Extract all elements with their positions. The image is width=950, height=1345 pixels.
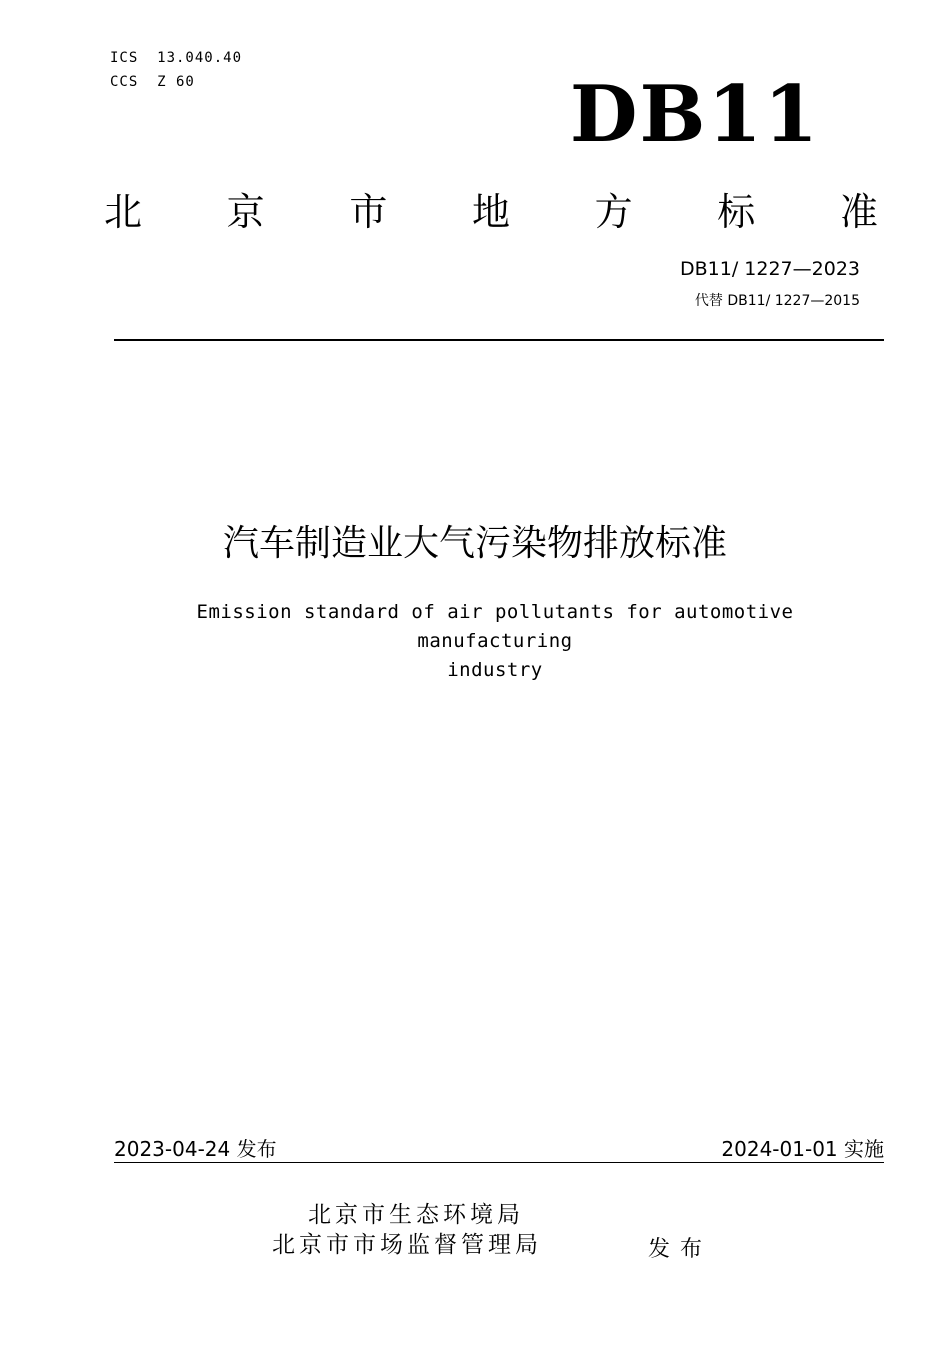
classification-codes	[110, 46, 242, 94]
header-char: 市	[349, 189, 388, 234]
english-title-line: Emission standard of air pollutants for automotive manufacturing	[196, 601, 794, 652]
header-divider	[114, 339, 884, 341]
document-title-english	[120, 598, 870, 685]
ics-code: ICS 13.040.40	[110, 50, 243, 66]
issuer-market-bureau: 北京市市场监督管理局	[272, 1232, 542, 1258]
issuer-ecology-bureau: 北京市生态环境局	[308, 1202, 524, 1228]
issue-date: 2023-04-24 发布	[114, 1137, 277, 1161]
implementation-date: 2024-01-01 实施	[721, 1137, 884, 1161]
publish-label: 发布	[648, 1237, 713, 1262]
db11-logo: DB11	[569, 69, 820, 160]
header-char: 京	[226, 189, 265, 234]
ccs-code: CCS Z 60	[110, 74, 195, 90]
header-char: 地	[471, 189, 510, 234]
english-title-line: industry	[447, 659, 543, 681]
document-title-chinese: 汽车制造业大气污染物排放标准	[222, 523, 727, 564]
header-char: 北	[104, 189, 143, 234]
standard-number: DB11/ 1227—2023	[680, 258, 860, 280]
replaces-standard: 代替 DB11/ 1227—2015	[694, 293, 860, 309]
header-char: 标	[717, 189, 756, 234]
header-title	[104, 180, 878, 236]
issuing-authorities	[272, 1200, 542, 1260]
header-char: 准	[839, 189, 878, 234]
footer-divider	[114, 1162, 884, 1163]
header-char: 方	[594, 189, 633, 234]
